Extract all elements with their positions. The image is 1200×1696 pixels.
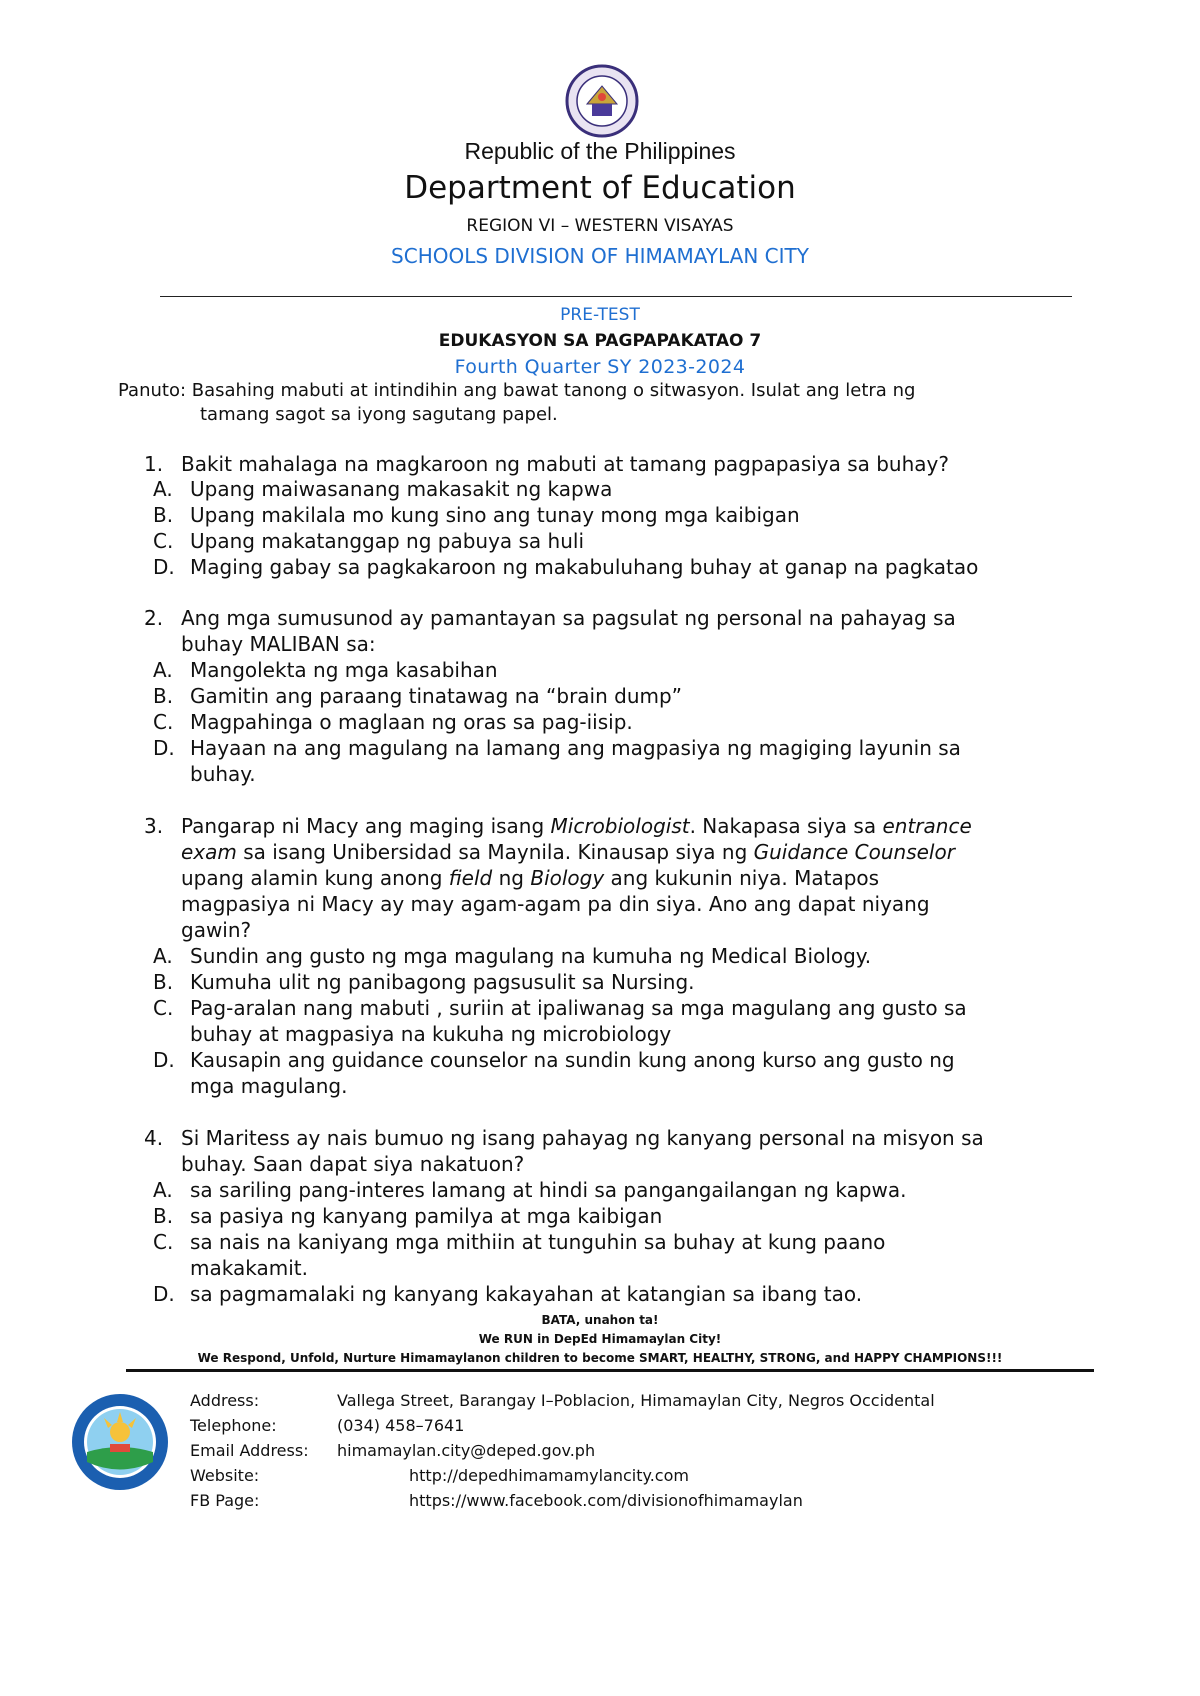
- website-link[interactable]: http://depedhimamamylancity.com: [409, 1466, 689, 1485]
- option-text: Upang maiwasanang makasakit ng kapwa: [190, 477, 613, 501]
- stem-italic: Biology: [530, 866, 605, 890]
- option-letter: D.: [153, 555, 175, 579]
- fb-label: FB Page:: [190, 1491, 260, 1510]
- test-type: PRE-TEST: [560, 305, 640, 325]
- division-seal-icon: [70, 1392, 170, 1492]
- option-text: Maging gabay sa pagkakaroon ng makabuluhang buhay at ganap na pagkatao: [190, 555, 979, 579]
- email-label: Email Address:: [190, 1441, 309, 1460]
- question-stem: Ang mga sumusunod ay pamantayan sa pagsulat ng personal na pahayag sa: [181, 606, 956, 630]
- footer-slogans: [0, 1311, 1200, 1368]
- option-letter: B.: [153, 1204, 174, 1228]
- option-letter: C.: [153, 529, 174, 553]
- department-heading: Department of Education: [404, 170, 796, 206]
- question-number: 3.: [144, 814, 164, 838]
- slogan-line-1: BATA, unahon ta!: [541, 1313, 659, 1327]
- question-stem: magpasiya ni Macy ay may agam-agam pa din siya. Ano ang dapat niyang: [181, 892, 930, 916]
- stem-italic: field: [448, 866, 493, 890]
- address-label: Address:: [190, 1391, 260, 1410]
- instructions-line-2: tamang sagot sa iyong sagutang papel.: [200, 404, 558, 425]
- option-letter: D.: [153, 1048, 175, 1072]
- email-link[interactable]: himamaylan.city@deped.gov.ph: [337, 1441, 596, 1460]
- question-stem: [181, 813, 972, 839]
- question-stem: Si Maritess ay nais bumuo ng isang pahayag ng kanyang personal na misyon sa: [181, 1126, 984, 1150]
- fb-link[interactable]: https://www.facebook.com/divisionofhimamaylan: [409, 1491, 803, 1510]
- stem-italic: entrance: [882, 814, 972, 838]
- option-text: Hayaan na ang magulang na lamang ang magpasiya ng magiging layunin sa: [190, 736, 961, 760]
- division-heading: SCHOOLS DIVISION OF HIMAMAYLAN CITY: [391, 244, 809, 268]
- option-text: Kausapin ang guidance counselor na sundin kung anong kurso ang gusto ng: [190, 1048, 955, 1072]
- option-letter: C.: [153, 710, 174, 734]
- header-divider: [160, 296, 1072, 297]
- option-text: buhay at magpasiya na kukuha ng microbiology: [190, 1022, 672, 1046]
- question-stem: [181, 839, 955, 865]
- option-text: Gamitin ang paraang tinatawag na “brain dump”: [190, 684, 683, 708]
- option-text: Upang makilala mo kung sino ang tunay mong mga kaibigan: [190, 503, 800, 527]
- option-text: Magpahinga o maglaan ng oras sa pag-iisip.: [190, 710, 633, 734]
- option-letter: D.: [153, 1282, 175, 1306]
- option-text: sa pagmamalaki ng kanyang kakayahan at katangian sa ibang tao.: [190, 1282, 863, 1306]
- test-quarter: Fourth Quarter SY 2023-2024: [454, 356, 746, 378]
- option-letter: C.: [153, 996, 174, 1020]
- stem-text: . Nakapasa siya sa: [689, 814, 883, 838]
- option-letter: A.: [153, 477, 173, 501]
- question-stem: Bakit mahalaga na magkaroon ng mabuti at tamang pagpapasiya sa buhay?: [181, 452, 949, 476]
- stem-italic: exam: [181, 840, 237, 864]
- stem-text: ng: [492, 866, 531, 890]
- question-number: 4.: [144, 1126, 164, 1150]
- option-letter: A.: [153, 1178, 173, 1202]
- option-letter: A.: [153, 658, 173, 682]
- option-text: mga magulang.: [190, 1074, 348, 1098]
- option-text: sa sariling pang-interes lamang at hindi sa pangangailangan ng kapwa.: [190, 1178, 907, 1202]
- deped-seal-icon: [565, 64, 639, 138]
- stem-text: Pangarap ni Macy ang maging isang: [181, 814, 551, 838]
- stem-text: upang alamin kung anong: [181, 866, 449, 890]
- option-letter: B.: [153, 684, 174, 708]
- region-heading: REGION VI – WESTERN VISAYAS: [466, 216, 734, 236]
- option-text: Pag-aralan nang mabuti , suriin at ipaliwanag sa mga magulang ang gusto sa: [190, 996, 967, 1020]
- option-text: buhay.: [190, 762, 256, 786]
- question-number: 1.: [144, 452, 164, 476]
- option-text: Upang makatanggap ng pabuya sa huli: [190, 529, 585, 553]
- option-text: Kumuha ulit ng panibagong pagsusulit sa Nursing.: [190, 970, 695, 994]
- option-text: makakamit.: [190, 1256, 308, 1280]
- question-stem: buhay MALIBAN sa:: [181, 632, 376, 656]
- question-stem: gawin?: [181, 918, 252, 942]
- stem-text: sa isang Unibersidad sa Maynila. Kinausap siya ng: [236, 840, 754, 864]
- question-number: 2.: [144, 606, 164, 630]
- instructions: [118, 379, 1048, 427]
- option-text: sa pasiya ng kanyang pamilya at mga kaibigan: [190, 1204, 663, 1228]
- test-subject: EDUKASYON SA PAGPAPAKATAO 7: [438, 331, 762, 351]
- option-text: Sundin ang gusto ng mga magulang na kumuha ng Medical Biology.: [190, 944, 872, 968]
- telephone-value: (034) 458–7641: [337, 1416, 465, 1435]
- question-stem: [181, 865, 879, 891]
- footer-divider: [126, 1369, 1094, 1372]
- option-letter: A.: [153, 944, 173, 968]
- instructions-line-1: Panuto: Basahing mabuti at intindihin ang bawat tanong o sitwasyon. Isulat ang letra ng: [118, 380, 916, 401]
- website-label: Website:: [190, 1466, 260, 1485]
- republic-heading: Republic of the Philippines: [464, 138, 736, 164]
- slogan-line-2: We RUN in DepEd Himamaylan City!: [478, 1332, 722, 1346]
- option-text: sa nais na kaniyang mga mithiin at tunguhin sa buhay at kung paano: [190, 1230, 886, 1254]
- option-text: Mangolekta ng mga kasabihan: [190, 658, 498, 682]
- stem-italic: Microbiologist: [550, 814, 690, 838]
- option-letter: D.: [153, 736, 175, 760]
- stem-italic: Guidance Counselor: [753, 840, 955, 864]
- telephone-label: Telephone:: [190, 1416, 277, 1435]
- slogan-line-3: We Respond, Unfold, Nurture Himamaylanon children to become SMART, HEALTHY, STRONG, and HAPPY CHAMPIONS!!!: [197, 1351, 1003, 1365]
- option-letter: B.: [153, 970, 174, 994]
- question-stem: buhay. Saan dapat siya nakatuon?: [181, 1152, 525, 1176]
- option-letter: C.: [153, 1230, 174, 1254]
- address-value: Vallega Street, Barangay I–Poblacion, Himamaylan City, Negros Occidental: [337, 1391, 935, 1410]
- stem-text: ang kukunin niya. Matapos: [604, 866, 880, 890]
- option-letter: B.: [153, 503, 174, 527]
